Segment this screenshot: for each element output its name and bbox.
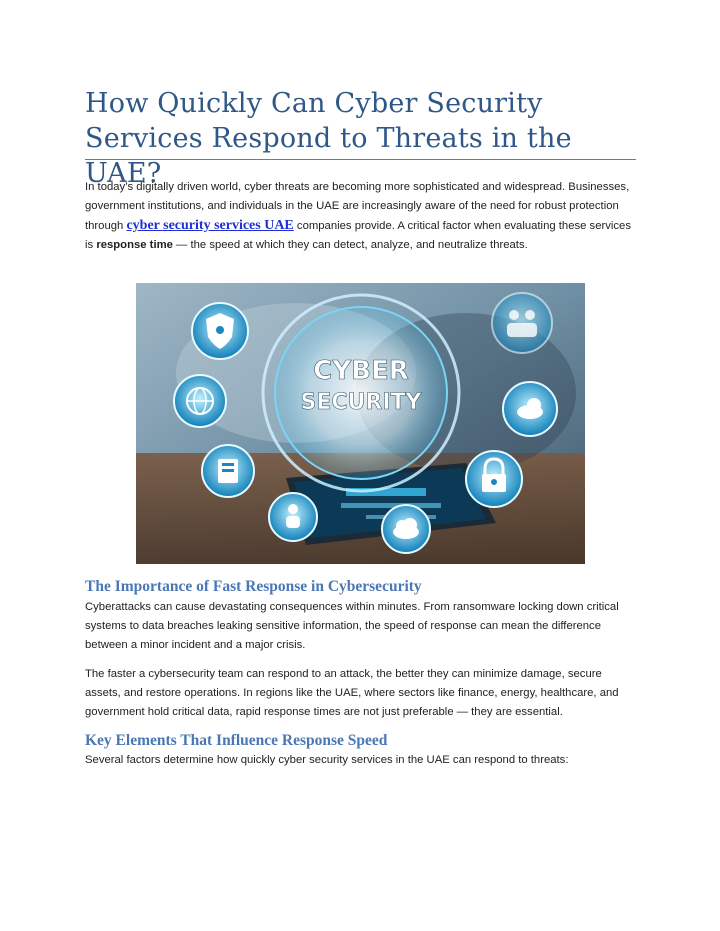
section2-paragraph-1: Several factors determine how quickly cyber security services in the UAE can respond to threats:: [85, 754, 569, 766]
section1-paragraph-2: The faster a cybersecurity team can respond to an attack, the better they can minimize damage, secure assets, and restore operations. In regions like the UAE, where sectors like finance, energy, healthcare, and government hold critical data, rapid response times are not just preferable — they are essential.: [85, 668, 619, 718]
cyber-security-services-link[interactable]: cyber security services UAE: [126, 218, 294, 233]
title-divider: [85, 159, 636, 160]
page-title: How Quickly Can Cyber Security Services Respond to Threats in the UAE?: [85, 88, 572, 189]
cyber-security-hero-image: [136, 283, 585, 564]
people-icon: [269, 493, 317, 541]
intro-text-1: In today’s digitally driven world, cyber threats are becoming more sophisticated and widespread. Businesses, government institutions, and individuals in the UAE are increasingly aware of the need for robust protection through: [85, 181, 630, 232]
users-icon: [492, 293, 552, 353]
lock-icon: [466, 451, 522, 507]
shield-icon: [192, 303, 248, 359]
intro-text-3: — the speed at which they can detect, analyze, and neutralize threats.: [172, 239, 528, 251]
section-heading-key-elements: Key Elements That Influence Response Speed: [85, 732, 388, 749]
section1-paragraph-1: Cyberattacks can cause devastating consequences within minutes. From ransomware locking down critical systems to data breaches leaking sensitive information, the speed of response can mean the difference between a minor incident and a major crisis.: [85, 601, 619, 651]
globe-icon: [174, 375, 226, 427]
cloud-icon: [382, 505, 430, 553]
server-icon: [202, 445, 254, 497]
hero-word-security: SECURITY: [300, 390, 422, 415]
cloud-network-icon: [503, 382, 557, 436]
hero-word-cyber: CYBER: [313, 356, 409, 386]
section-heading-importance: The Importance of Fast Response in Cybersecurity: [85, 578, 422, 595]
response-time-bold: response time: [96, 239, 173, 251]
intro-paragraph: [85, 178, 635, 255]
intro-text-2: companies provide. A critical factor when evaluating these services is: [85, 220, 631, 251]
central-cyber-circle: [263, 295, 459, 491]
